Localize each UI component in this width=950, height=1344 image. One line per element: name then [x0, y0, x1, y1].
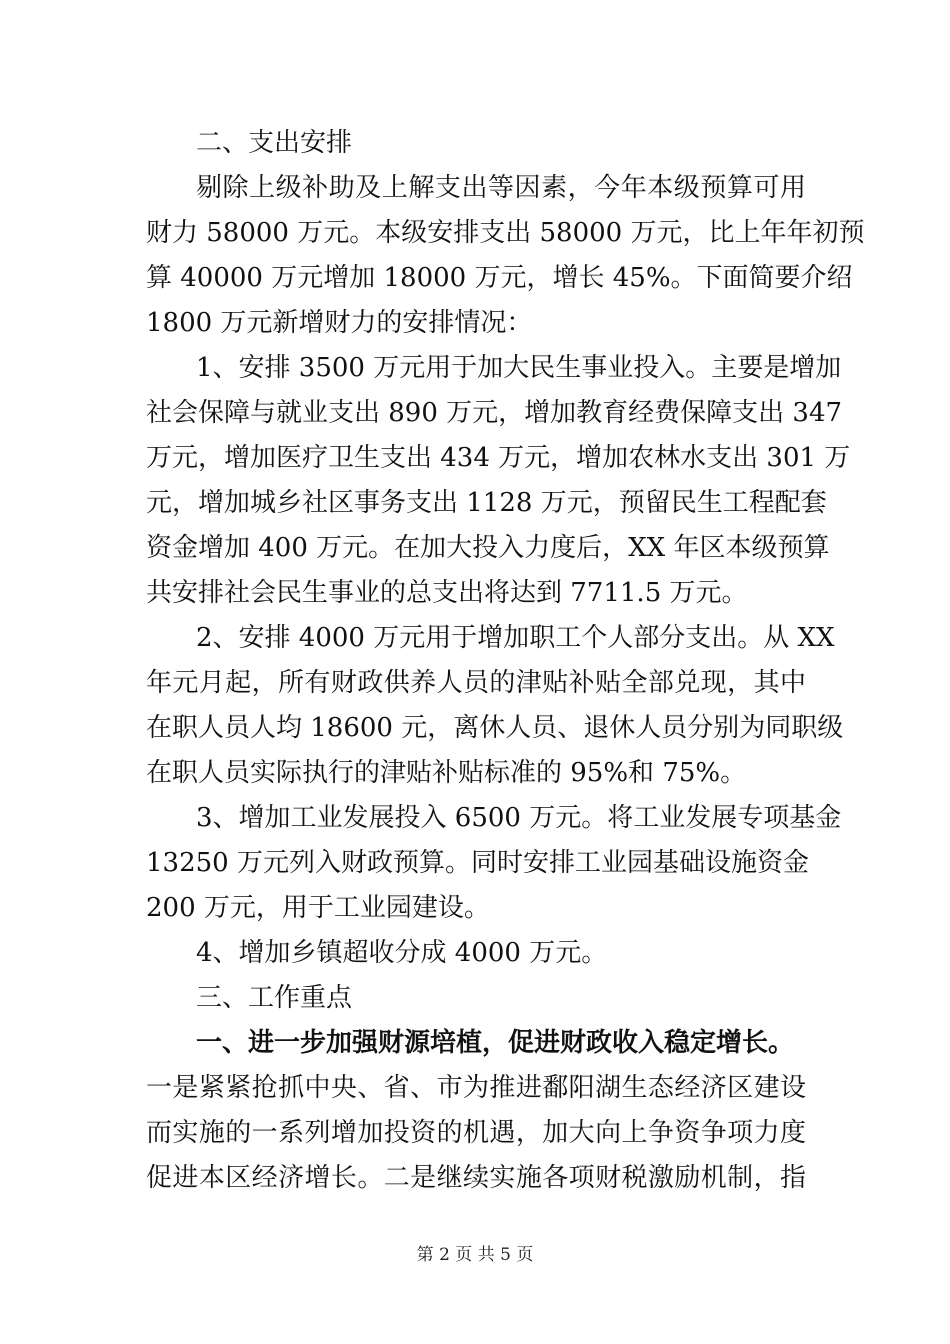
section-heading-work-focus: 三、工作重点	[196, 983, 353, 1013]
paragraph-line: 剔除上级补助及上解支出等因素，今年本级预算可用	[196, 173, 806, 203]
paragraph-line: 共安排社会民生事业的总支出将达到 7711.5 万元。	[146, 578, 748, 608]
paragraph-line: 而实施的一系列增加投资的机遇，加大向上争资争项力度	[146, 1118, 806, 1148]
paragraph-line: 元，增加城乡社区事务支出 1128 万元，预留民生工程配套	[146, 488, 827, 518]
paragraph-line: 2、安排 4000 万元用于增加职工个人部分支出。从 XX	[196, 623, 835, 653]
paragraph-line: 在职人员实际执行的津贴补贴标准的 95%和 75%。	[146, 758, 747, 788]
paragraph-line: 1800 万元新增财力的安排情况：	[146, 308, 533, 338]
subheading-revenue-growth: 一、进一步加强财源培植，促进财政收入稳定增长。	[196, 1028, 795, 1058]
section-heading-expenditure: 二、支出安排	[196, 128, 353, 158]
paragraph-line: 万元，增加医疗卫生支出 434 万元，增加农林水支出 301 万	[146, 443, 851, 473]
paragraph-line: 4、增加乡镇超收分成 4000 万元。	[196, 938, 608, 968]
paragraph-line: 在职人员人均 18600 元，离休人员、退休人员分别为同职级	[146, 713, 844, 743]
paragraph-line: 3、增加工业发展投入 6500 万元。将工业发展专项基金	[196, 803, 842, 833]
paragraph-line: 1、安排 3500 万元用于加大民生事业投入。主要是增加	[196, 353, 842, 383]
paragraph-line: 一是紧紧抢抓中央、省、市为推进鄱阳湖生态经济区建设	[146, 1073, 806, 1103]
paragraph-line: 促进本区经济增长。二是继续实施各项财税激励机制，指	[146, 1163, 806, 1193]
paragraph-line: 13250 万元列入财政预算。同时安排工业园基础设施资金	[146, 848, 809, 878]
paragraph-line: 年元月起，所有财政供养人员的津贴补贴全部兑现，其中	[146, 668, 806, 698]
paragraph-line: 社会保障与就业支出 890 万元，增加教育经费保障支出 347	[146, 398, 843, 428]
paragraph-line: 资金增加 400 万元。在加大投入力度后，XX 年区本级预算	[146, 533, 830, 563]
page-number-footer: 第 2 页 共 5 页	[416, 1245, 534, 1265]
paragraph-line: 财力 58000 万元。本级安排支出 58000 万元，比上年年初预	[146, 218, 865, 248]
paragraph-line: 算 40000 万元增加 18000 万元，增长 45%。下面简要介绍	[146, 263, 853, 293]
paragraph-line: 200 万元，用于工业园建设。	[146, 893, 490, 923]
